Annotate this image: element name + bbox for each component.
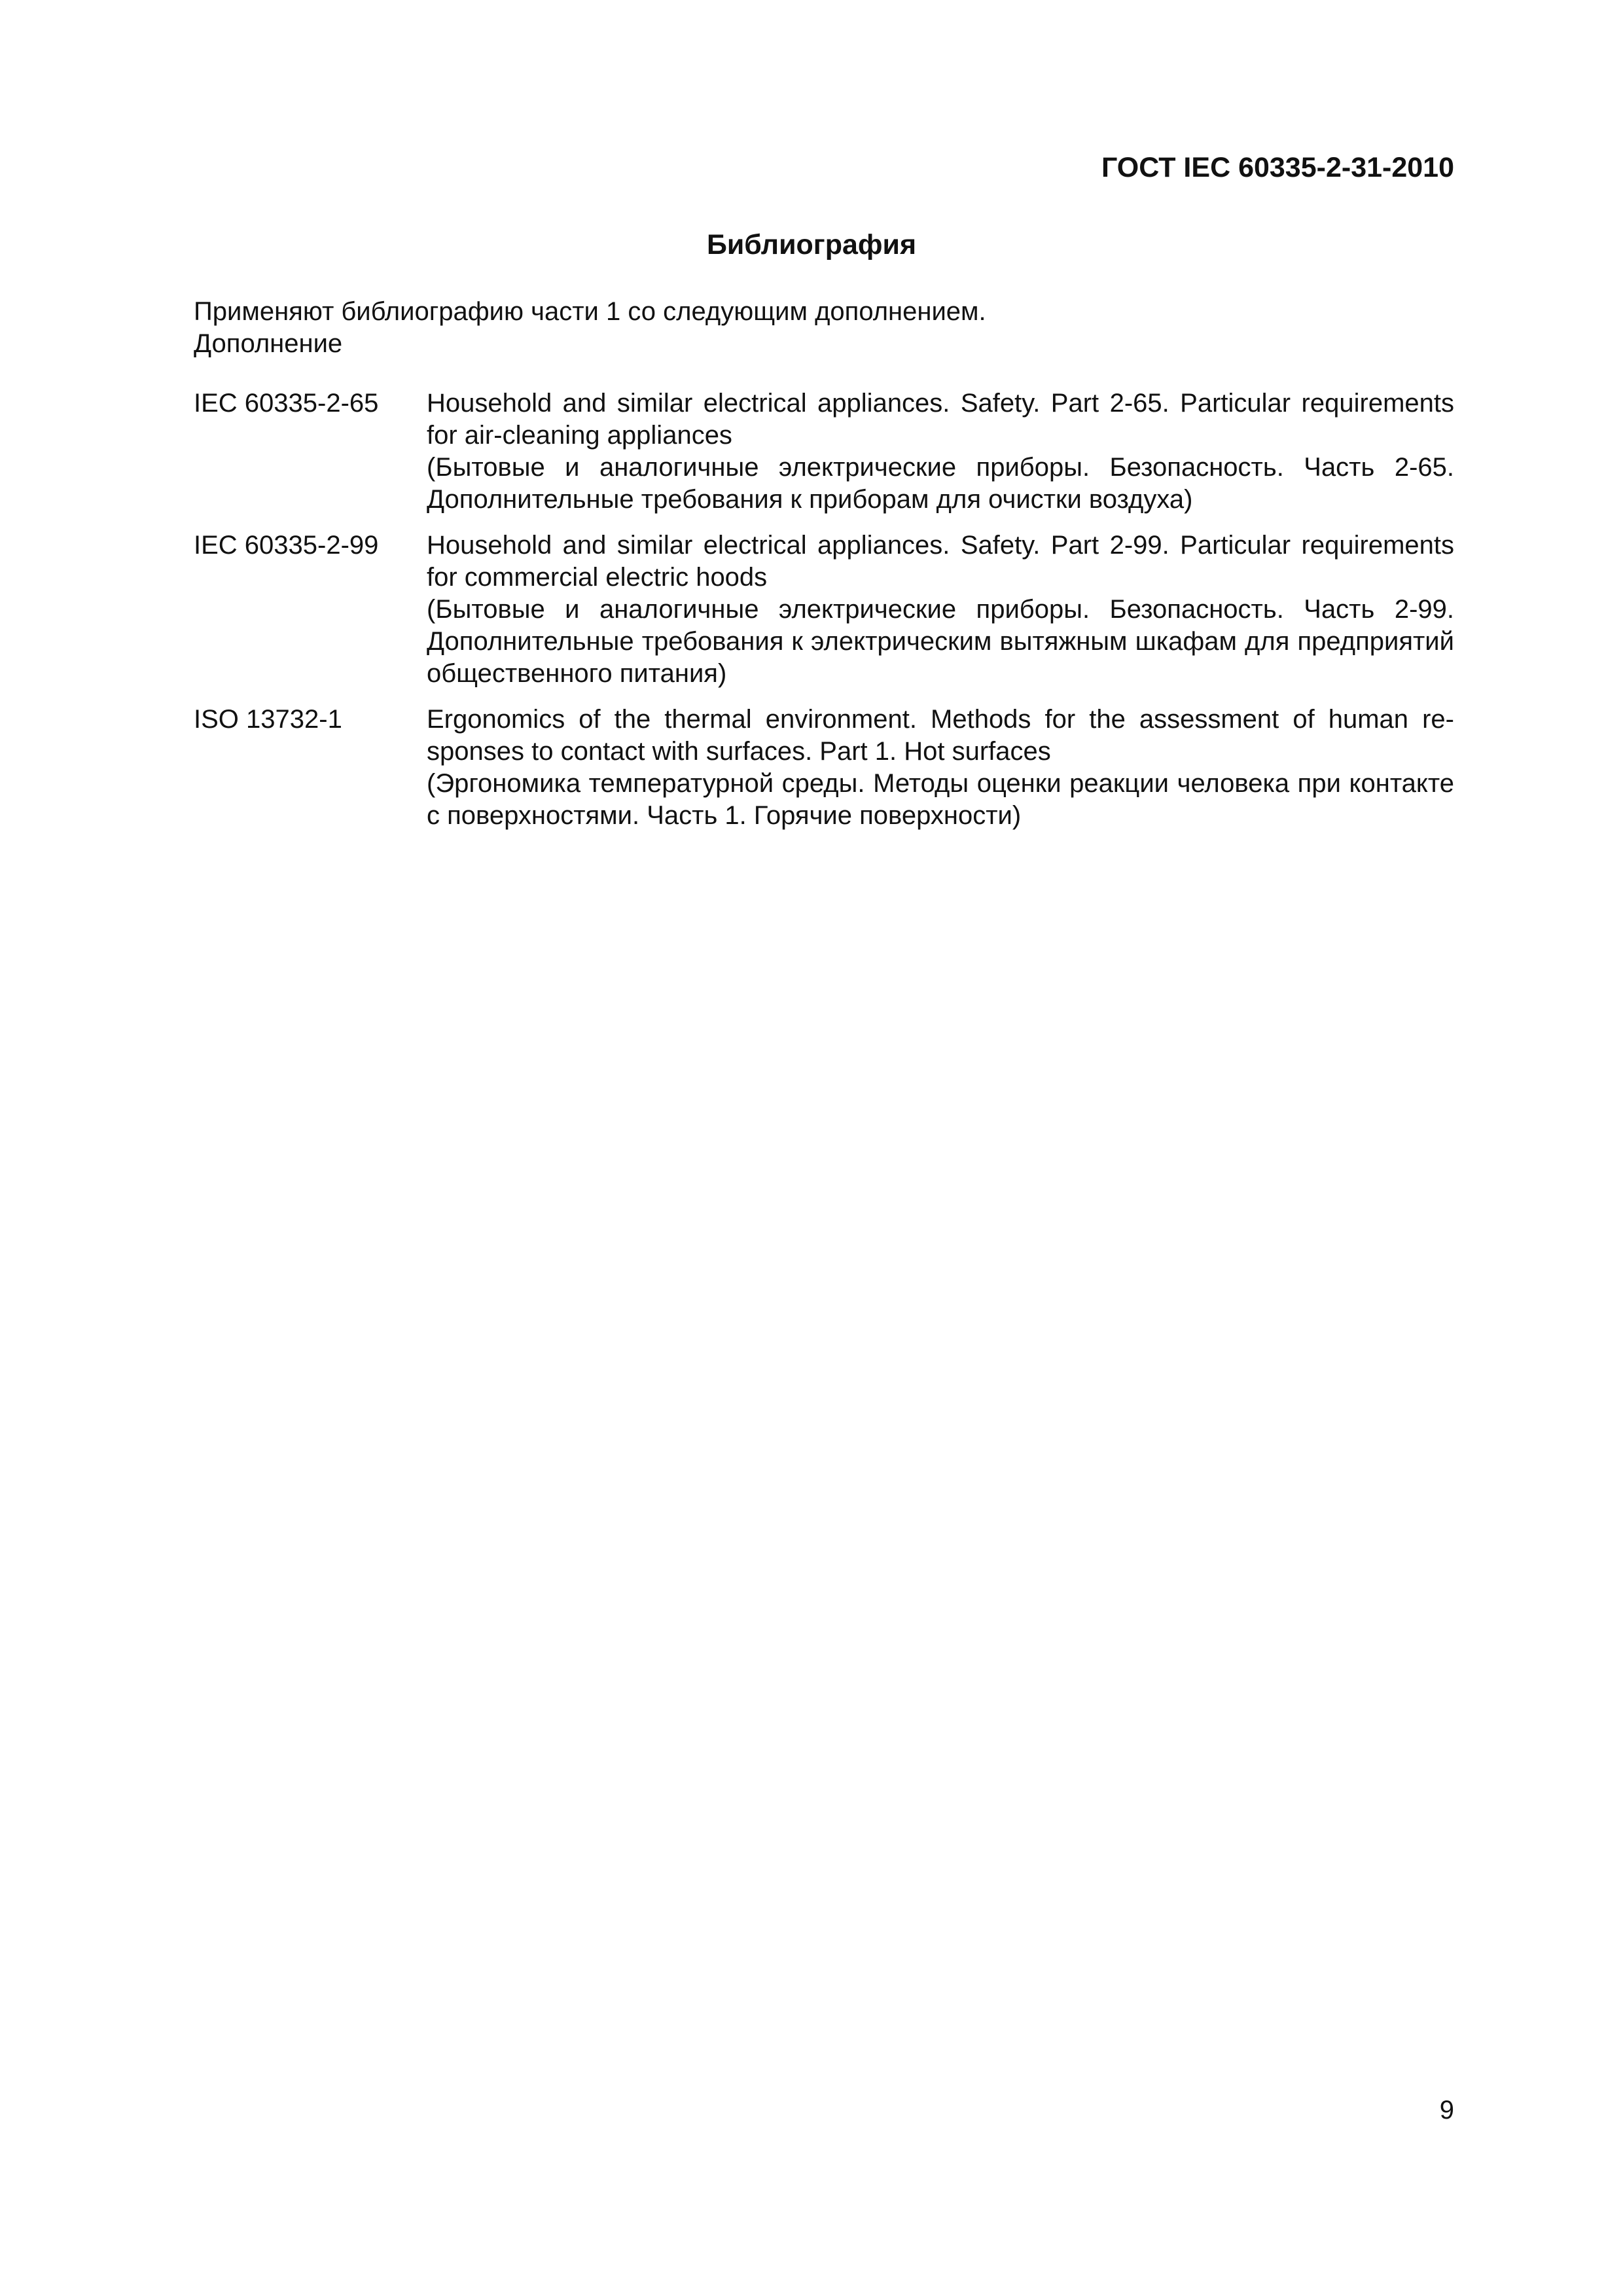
intro-line: Дополнение bbox=[194, 329, 343, 358]
page-number: 9 bbox=[1439, 2096, 1454, 2125]
page-title: Библиография bbox=[706, 229, 917, 260]
bibliography-entry bbox=[194, 387, 1454, 516]
reference-title-english: Household and similar electrical appliances. Safety. Part 2-99. Particular requirements for commercial electric hoods bbox=[427, 531, 1454, 592]
reference-title-english: Household and similar electrical appliances. Safety. Part 2-65. Particular requirements for air-cleaning appliances bbox=[427, 389, 1454, 450]
reference-title-russian: (Бытовые и аналогичные электрические приборы. Безопасность. Часть 2-99. Дополнительные требования к электрическим вытяжным шкафам для предприятий общественного питания) bbox=[427, 595, 1454, 688]
reference-title-english: Ergonomics of the thermal environment. Methods for the assessment of human responses to contact with surfaces. Part 1. Hot surfaces bbox=[427, 705, 1454, 766]
reference-description bbox=[427, 704, 1454, 832]
document-code: ГОСТ IEC 60335-2-31-2010 bbox=[1101, 152, 1454, 183]
reference-title-russian: (Бытовые и аналогичные электрические приборы. Безопасность. Часть 2-65. Дополнительные требования к приборам для очистки воздуха) bbox=[427, 453, 1454, 514]
reference-title-russian: (Эргономика температурной среды. Методы оценки реакции человека при контакте с поверхностями. Часть 1. Горячие поверхности) bbox=[427, 769, 1454, 830]
intro-line: Применяют библиографию части 1 со следующим дополнением. bbox=[194, 297, 986, 326]
reference-code: ISO 13732-1 bbox=[194, 705, 342, 734]
bibliography-entry bbox=[194, 529, 1454, 690]
bibliography-list bbox=[194, 387, 1454, 846]
bibliography-entry bbox=[194, 704, 1454, 832]
reference-description bbox=[427, 529, 1454, 690]
intro-text bbox=[194, 296, 986, 360]
reference-code: IEC 60335-2-65 bbox=[194, 389, 379, 418]
reference-code: IEC 60335-2-99 bbox=[194, 531, 379, 560]
reference-description bbox=[427, 387, 1454, 516]
